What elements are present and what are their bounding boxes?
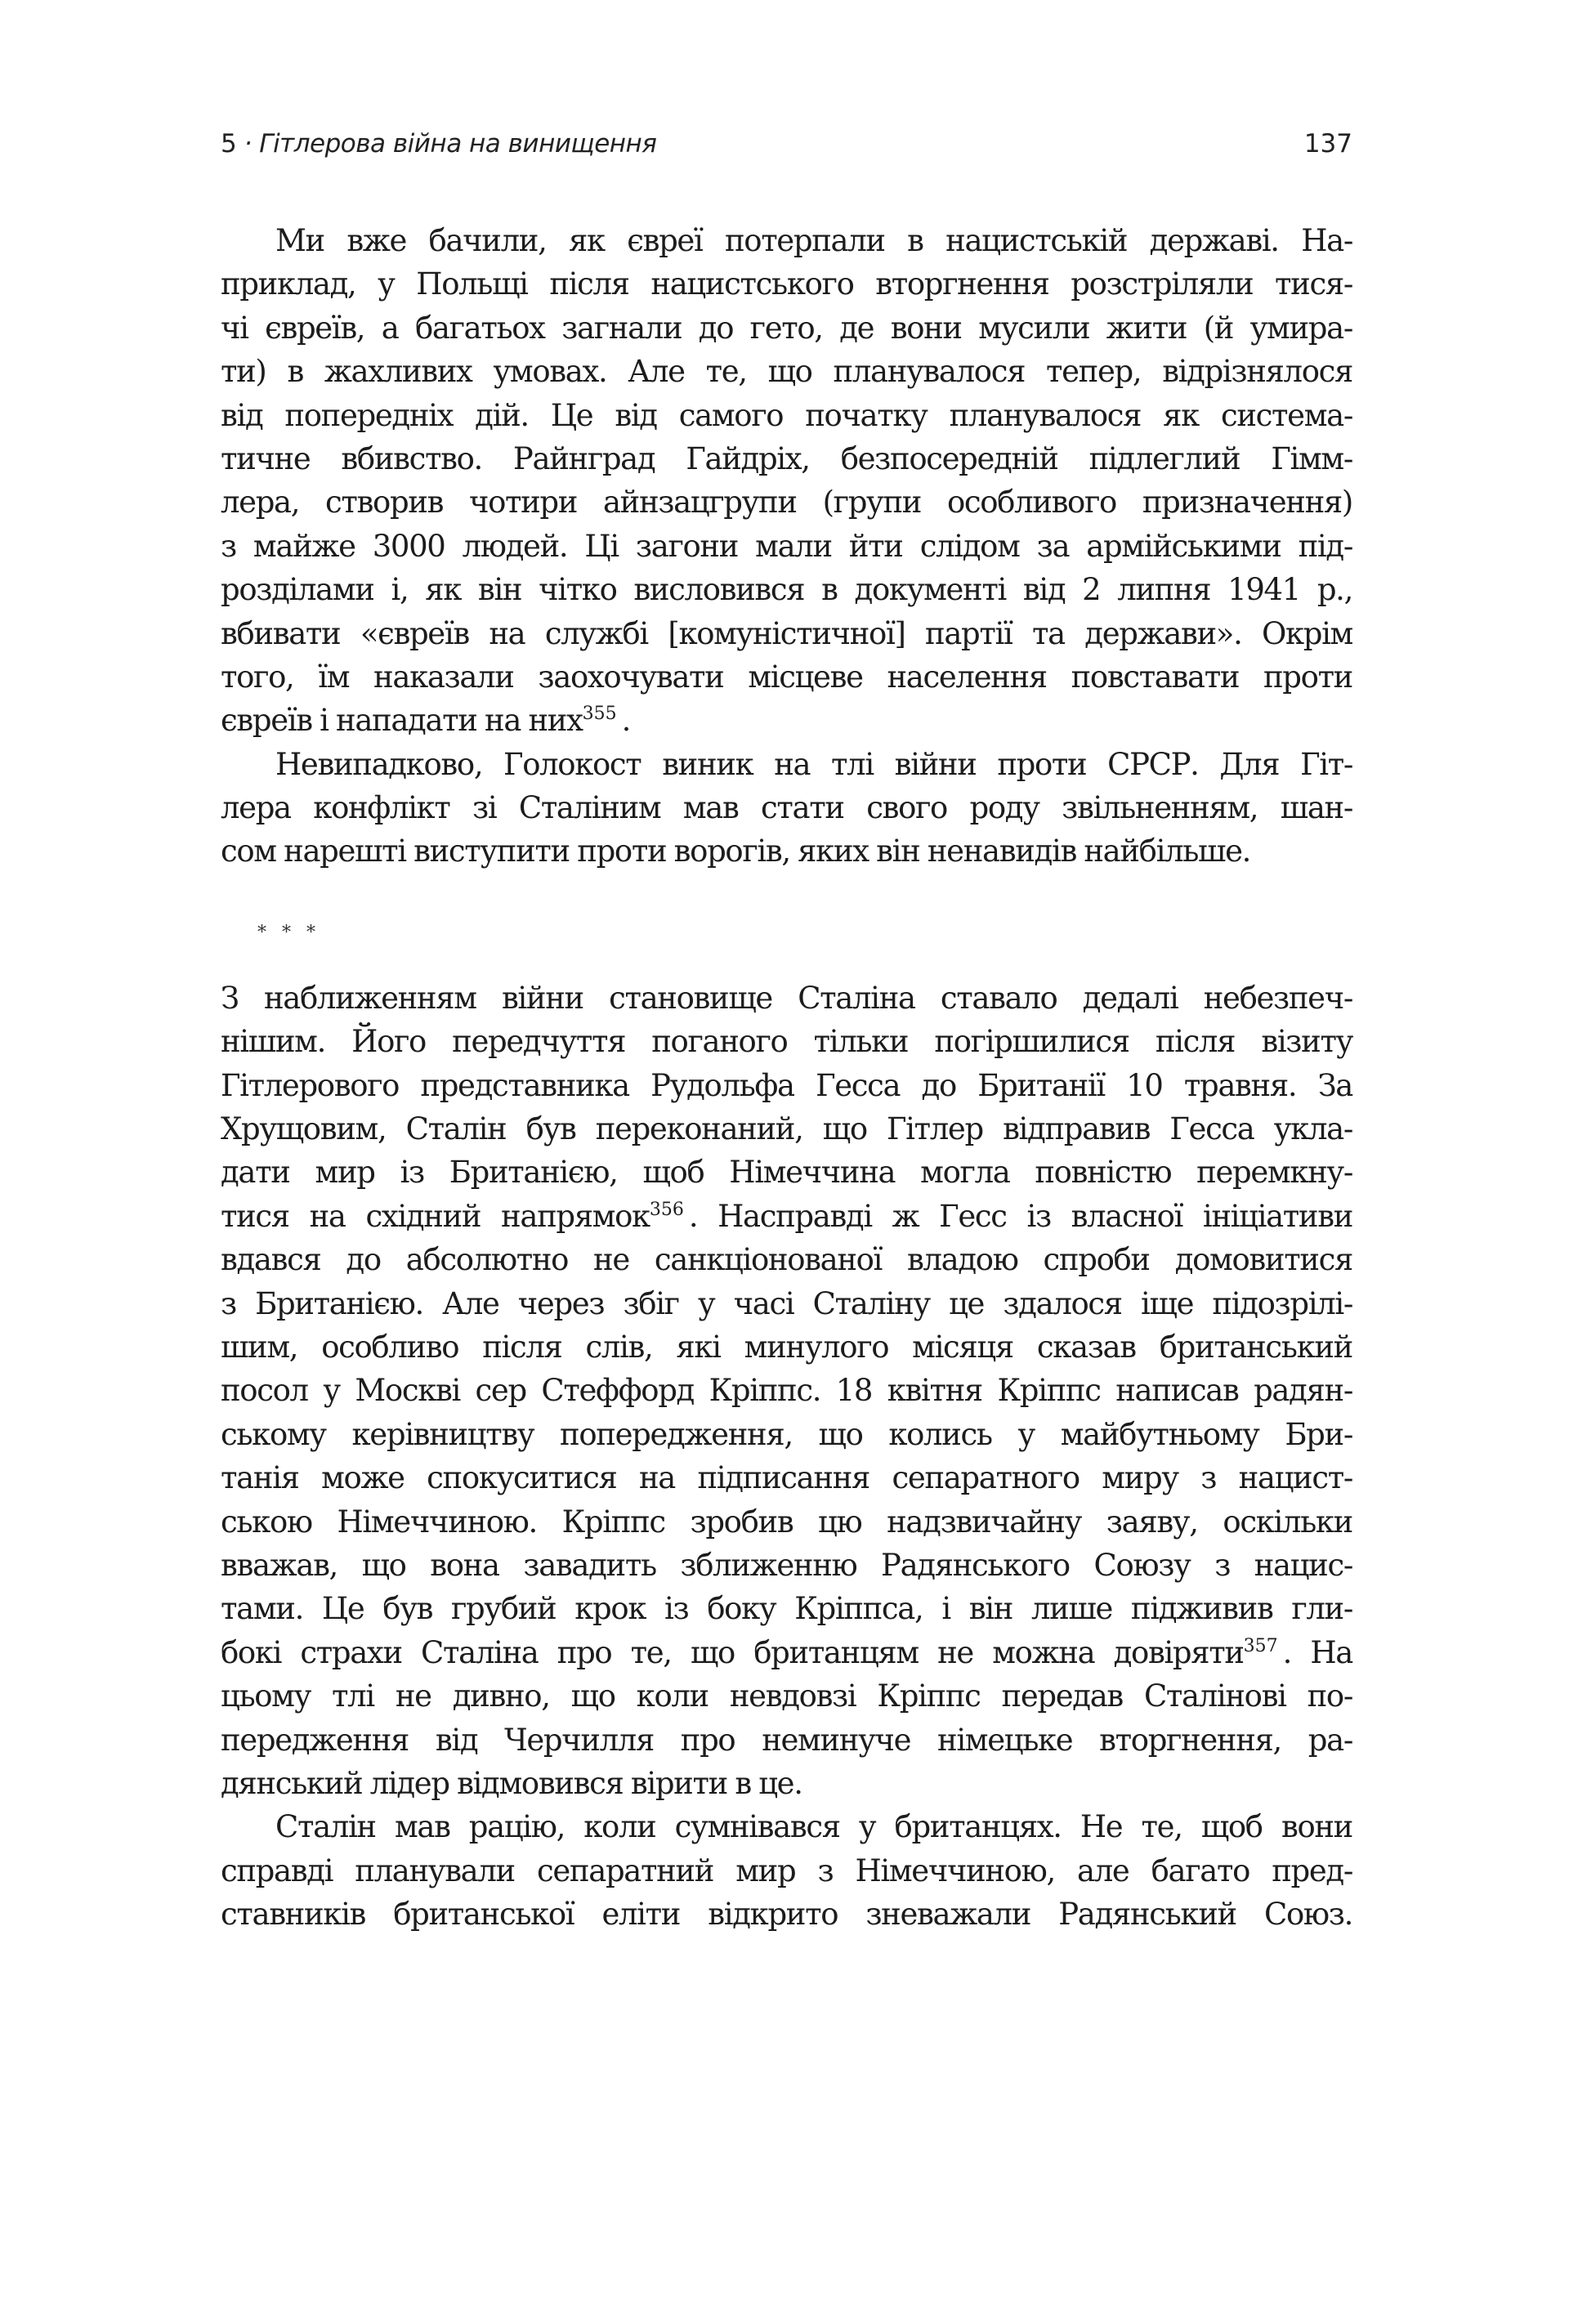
text-line (221, 1195, 1352, 1238)
heading-separator: · (236, 129, 260, 159)
text-fragment: бокі страхи Сталіна про те, що британцям не можна довіряти (221, 1634, 1244, 1670)
body-text (221, 219, 1352, 1936)
text-line: посол у Москві сер Стеффорд Кріппс. 18 квітня Кріппс написав радян- (221, 1373, 1352, 1409)
text-line: Сталін мав рацію, коли сумнівався у британцях. Не те, щоб вони (275, 1809, 1352, 1845)
text-line: Ми вже бачили, як євреї потерпали в нацистській державі. На- (275, 223, 1352, 258)
chapter-title: Гітлерова війна на винищення (259, 129, 657, 159)
text-line: від попередніх дій. Це від самого початку планувалося як система- (221, 397, 1352, 433)
text-line: лера, створив чотири айнзацгрупи (групи особливого призначення) (221, 485, 1352, 521)
text-line: нішим. Його передчуття поганого тільки погіршилися після візиту (221, 1024, 1352, 1060)
text-line: вважав, що вона завадить зближенню Радянського Союзу з нацис- (221, 1547, 1352, 1583)
text-line: цьому тлі не дивно, що коли невдовзі Кріппс передав Сталінові по- (221, 1678, 1352, 1714)
text-line: вдався до абсолютно не санкціонованої владою спроби домовитися (221, 1242, 1352, 1278)
text-line (221, 699, 1352, 742)
running-head (221, 129, 1352, 170)
text-line: приклад, у Польщі після нацистського вторгнення розстріляли тися- (221, 266, 1352, 302)
text-line: тами. Це був грубий крок із боку Кріппса, і він лише підживив гли- (221, 1591, 1352, 1627)
asterism-icon: * * * (257, 922, 320, 943)
text-fragment: . Насправді ж Гесс із власної ініціативи (688, 1198, 1353, 1234)
footnote-ref-355[interactable]: 355 (582, 704, 617, 725)
text-line: чі євреїв, а багатьох загнали до гето, де вони мусили жити (й умира- (221, 310, 1352, 346)
text-line: ставників британської еліти відкрито зневажали Радянський Союз. (221, 1897, 1352, 1933)
footnote-ref-356[interactable]: 356 (649, 1199, 684, 1220)
text-line: Гітлерового представника Рудольфа Гесса до Британії 10 травня. За (221, 1067, 1352, 1103)
text-line: Невипадково, Голокост виник на тлі війни проти СРСР. Для Гіт- (275, 746, 1352, 782)
text-line: дянський лідер відмовився вірити в це. (221, 1765, 802, 1801)
text-line: ською Німеччиною. Кріппс зробив цю надзвичайну заяву, оскільки (221, 1504, 1352, 1540)
text-line: Хрущовим, Сталін був переконаний, що Гітлер відправив Гесса укла- (221, 1111, 1352, 1147)
text-line: справді планували сепаратний мир з Німеччиною, але багато пред- (221, 1852, 1352, 1888)
text-line: ському керівництву попередження, що колись у майбутньому Бри- (221, 1416, 1352, 1452)
text-line: З наближенням війни становище Сталіна ставало дедалі небезпеч- (221, 980, 1352, 1016)
text-line: ти) в жахливих умовах. Але те, що планувалося тепер, відрізнялося (221, 354, 1352, 390)
text-line: сом нарешті виступити проти ворогів, яких він ненавидів найбільше. (221, 834, 1251, 869)
text-line: з Британією. Але через збіг у часі Сталіну це здалося іще підозрілі- (221, 1285, 1352, 1321)
paragraph-1 (221, 219, 1352, 743)
text-fragment: . На (1282, 1634, 1352, 1670)
text-line: передження від Черчилля про неминуче німецьке вторгнення, ра- (221, 1722, 1352, 1758)
paragraph-2 (221, 743, 1352, 874)
text-line: розділами і, як він чітко висловився в документі від 2 липня 1941 р., (221, 572, 1352, 608)
text-fragment: тися на східний напрямок (221, 1198, 650, 1234)
text-line: вбивати «євреїв на службі [комуністичної] партії та держави». Окрім (221, 615, 1352, 651)
page-number: 137 (1303, 129, 1352, 159)
text-line: лера конфлікт зі Сталіним мав стати свого роду звільненням, шан- (221, 790, 1352, 826)
paragraph-3 (221, 977, 1352, 1805)
paragraph-4 (221, 1805, 1352, 1936)
text-line: з майже 3000 людей. Ці загони мали йти слідом за армійськими під- (221, 528, 1352, 564)
text-line: шим, особливо після слів, які минулого місяця сказав британський (221, 1329, 1352, 1365)
footnote-ref-357[interactable]: 357 (1243, 1635, 1278, 1656)
chapter-heading (221, 129, 656, 159)
text-line: дати мир із Британією, щоб Німеччина могла повністю перемкну- (221, 1155, 1352, 1191)
text-line: того, їм наказали заохочувати місцеве населення повставати проти (221, 659, 1352, 695)
text-fragment: . (621, 703, 631, 739)
text-line: тичне вбивство. Райнград Гайдріх, безпосередній підлеглий Гімм- (221, 440, 1352, 476)
text-line: танія може спокуситися на підписання сепаратного миру з нацист- (221, 1460, 1352, 1496)
chapter-number: 5 (221, 129, 237, 159)
text-line (221, 1631, 1352, 1674)
text-fragment: євреїв і нападати на них (221, 703, 583, 739)
